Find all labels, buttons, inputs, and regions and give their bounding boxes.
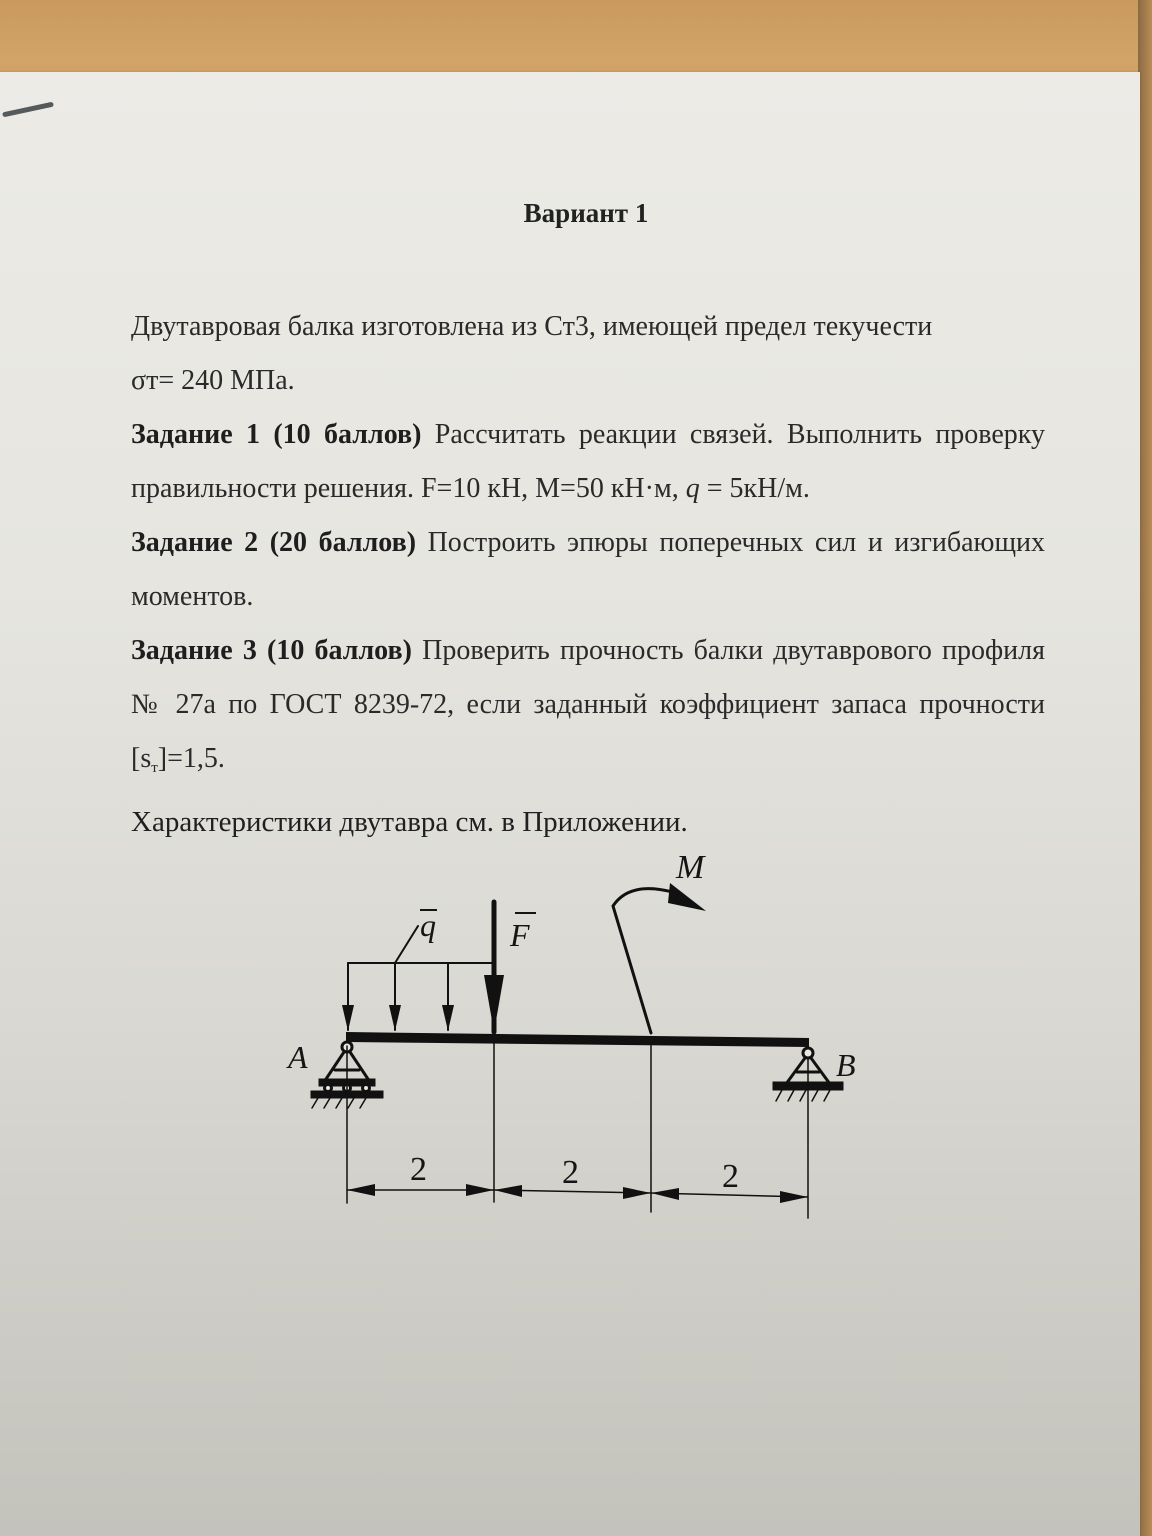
safety-factor-subscript: т [151,760,158,776]
task-text-block [131,300,1045,849]
wooden-table-edge [1138,0,1152,1536]
task-2 [131,516,1045,624]
q-symbol: q [685,473,700,504]
force-f-arrow [484,902,504,1032]
task-3 [131,624,1045,795]
task-1-label: Задание 1 (10 баллов) [131,419,422,450]
dimension-2: 2 [562,1154,579,1191]
task-1-text-end: = 5кН/м. [699,473,810,504]
task-3-text: Проверить прочность балки двутаврового профиля № 27а по ГОСТ 8239-72, если заданный коэффициент запаса прочности [s [131,635,1046,774]
intro-paragraph [131,300,1045,408]
label-support-a: A [288,1039,308,1075]
intro-text: Двутавровая балка изготовлена из Ст3, имеющей предел текучести [131,311,933,342]
task-2-text: Построить эпюры поперечных сил и изгибающих моментов. [131,527,1046,612]
label-f: F [510,917,530,953]
load-arrowheads [342,1005,454,1031]
label-m: M [676,849,705,886]
task-3-label: Задание 3 (10 баллов) [131,635,412,666]
task-1-text: Рассчитать реакции связей. Выполнить проверку правильности решения. F=10 кН, М=50 кН·м, [131,419,1045,504]
dimension-3: 2 [722,1158,739,1195]
appendix-note: Характеристики двутавра см. в Приложении. [131,806,688,838]
label-support-b: B [836,1047,856,1083]
moment-m-arrow [613,883,706,1033]
label-q: q [420,907,436,943]
page-title: Вариант 1 [523,198,649,228]
task-2-label: Задание 2 (20 баллов) [131,527,417,558]
dimension-1: 2 [410,1151,427,1188]
beam-diagram [270,830,910,1230]
task-1 [131,408,1045,516]
yield-strength: σт= 240 МПа. [131,365,295,396]
beam [347,1033,808,1046]
task-3-text-end: ]=1,5. [157,743,225,774]
